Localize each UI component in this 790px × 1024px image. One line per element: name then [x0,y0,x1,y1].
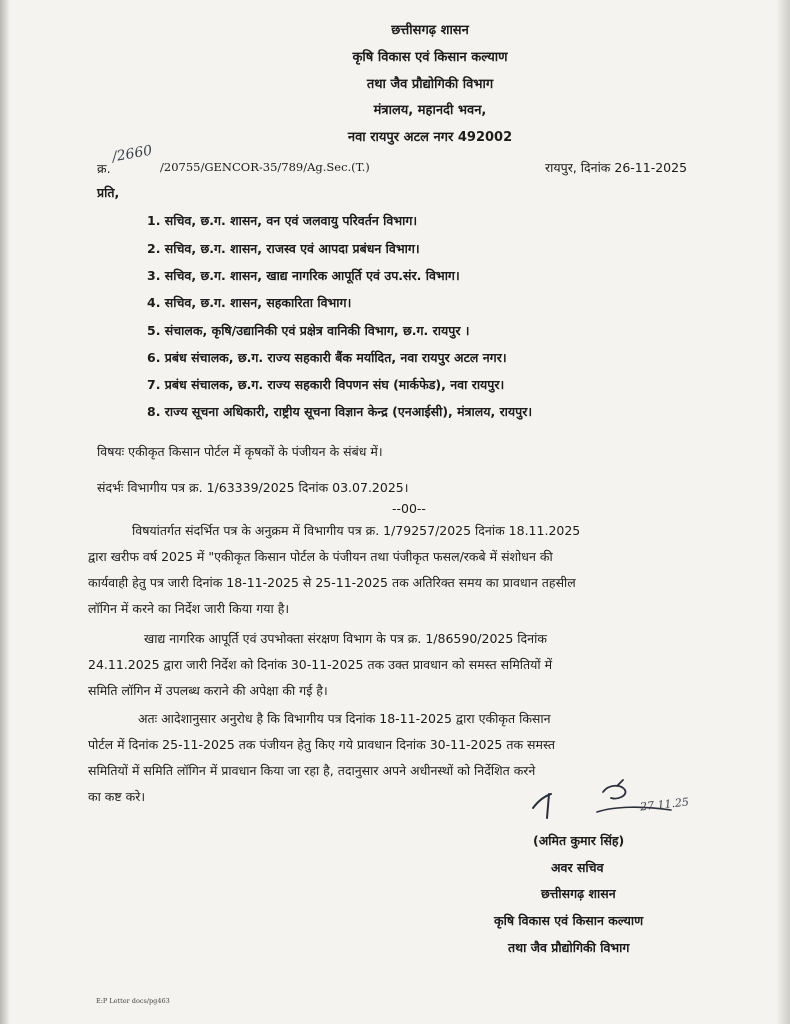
footer-file-path: E:P Letter docs/pg463 [96,997,170,1005]
header-dept-2: तथा जैव प्रौद्योगिकी विभाग [366,77,494,92]
paragraph-line: समितियों में समिति लॉगिन में प्रावधान किया जा रहा है, तदानुसार अपने अधीनस्थों को निर्देशित करने [88,763,536,778]
addressee-item: 7. प्रबंध संचालक, छ.ग. राज्य सहकारी विपणन संघ (मार्कफेड), नवा रायपुर। [147,377,505,392]
signatory-org-3: तथा जैव प्रौद्योगिकी विभाग [508,940,630,955]
page-shadow-left [0,0,10,1024]
ref-handwritten-number: /2660 [110,142,154,166]
ref-number: /20755/GENCOR-35/789/Ag.Sec.(T.) [160,160,370,174]
addressee-item: 6. प्रबंध संचालक, छ.ग. राज्य सहकारी बैंक मर्यादित, नवा रायपुर अटल नगर। [147,350,507,365]
signatory-designation: अवर सचिव [551,860,604,875]
addressee-item: 2. सचिव, छ.ग. शासन, राजस्व एवं आपदा प्रबंधन विभाग। [147,241,420,256]
ref-prefix: क्र. [97,161,111,176]
paragraph-line: पोर्टल में दिनांक 25-11-2025 तक पंजीयन हेतु किए गये प्रावधान दिनांक 30-11-2025 तक समस्त [88,737,555,752]
header-building: मंत्रालय, महानदी भवन, [373,103,487,118]
paragraph-line: अतः आदेशानुसार अनुरोध है कि विभागीय पत्र दिनांक 18-11-2025 द्वारा एकीकृत किसान [138,711,551,726]
page-shadow-right [776,0,790,1024]
to-label: प्रति, [97,185,120,200]
signature-date: 27.11.25 [639,795,690,814]
ref-place-date: रायपुर, दिनांक 26-11-2025 [545,160,688,175]
addressee-item: 4. सचिव, छ.ग. शासन, सहकारिता विभाग। [147,295,352,310]
body-paragraph-2 [88,626,713,704]
addressee-item: 8. राज्य सूचना अधिकारी, राष्ट्रीय सूचना विज्ञान केन्द्र (एनआईसी), मंत्रालय, रायपुर। [147,404,533,419]
signatory-org-1: छत्तीसगढ़ शासन [541,886,616,901]
reference-line: संदर्भः विभागीय पत्र क्र. 1/63339/2025 दिनांक 03.07.2025। [97,480,409,495]
header-govt: छत्तीसगढ़ शासन [391,23,469,38]
addressee-item: 5. संचालक, कृषि/उद्यानिकी एवं प्रक्षेत्र वानिकी विभाग, छ.ग. रायपुर । [147,323,470,338]
header-dept: कृषि विकास एवं किसान कल्याण [352,50,508,65]
paragraph-line: का कष्ट करे। [88,789,146,804]
body-paragraph-1 [88,518,713,622]
header-address: नवा रायपुर अटल नगर 492002 [347,130,513,145]
separator: --00-- [392,501,426,516]
signatory-org-2: कृषि विकास एवं किसान कल्याण [494,913,644,928]
paragraph-line: 24.11.2025 द्वारा जारी निर्देश को दिनांक 30-11-2025 तक उक्त प्रावधान को समस्त समितियों में [88,657,553,672]
paragraph-line: समिति लॉगिन में उपलब्ध कराने की अपेक्षा की गई है। [88,683,328,698]
signatory-name: (अमित कुमार सिंह) [533,833,625,848]
subject-line: विषयः एकीकृत किसान पोर्टल में कृषकों के पंजीयन के संबंध में। [97,444,383,459]
paragraph-line: कार्यवाही हेतु पत्र जारी दिनांक 18-11-2025 से 25-11-2025 तक अतिरिक्त समय का प्रावधान तहसील [88,575,576,590]
paragraph-line: खाद्य नागरिक आपूर्ति एवं उपभोक्ता संरक्षण विभाग के पत्र क्र. 1/86590/2025 दिनांक [144,631,547,646]
addressee-item: 1. सचिव, छ.ग. शासन, वन एवं जलवायु परिवर्तन विभाग। [147,213,418,228]
paragraph-line: लॉगिन में करने का निर्देश जारी किया गया है। [88,601,290,616]
addressee-item: 3. सचिव, छ.ग. शासन, खाद्य नागरिक आपूर्ति एवं उप.संर. विभाग। [147,268,460,283]
paragraph-line: द्वारा खरीफ वर्ष 2025 में "एकीकृत किसान पोर्टल के पंजीयन तथा पंजीकृत फसल/रकबे में संशोधन की [88,549,553,564]
paragraph-line: विषयांतर्गत संदर्भित पत्र के अनुक्रम में विभागीय पत्र क्र. 1/79257/2025 दिनांक 18.11.2025 [132,523,581,538]
